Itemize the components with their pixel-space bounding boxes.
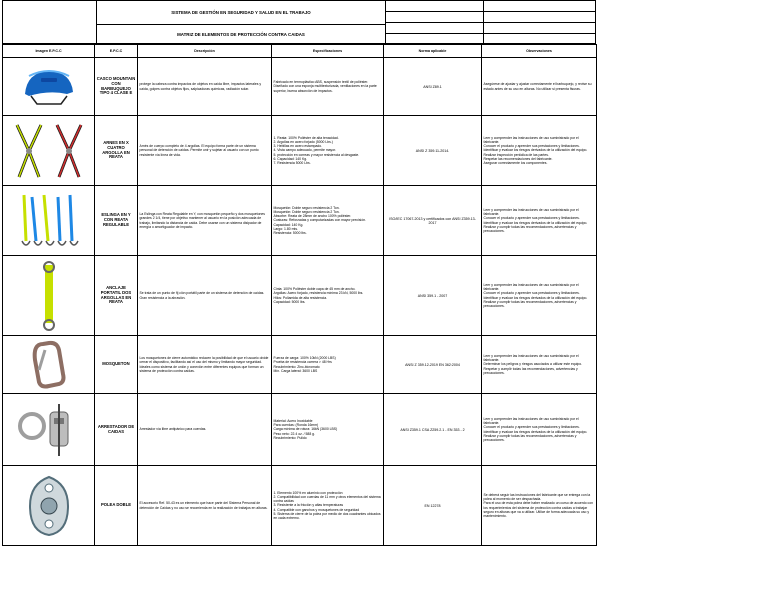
- epcc-name: ARRESTADOR DE CAIDAS: [95, 394, 138, 466]
- observations-text: Leer y comprender las instrucciones de uso suministrado por el fabricante. Conocer el producto y aprender sus prestaciones y limitaciones. Identificar y evaluar los riesgos derivados de la utilización del equipo. Realizar inspección periódica de las partes. Respetar las recomendaciones del fabricante. Asegurar correctamente los componentes.: [482, 116, 597, 186]
- standard-text: ISO/IEC 17067-2013 y certificados con ANSI Z359.13-2017: [384, 186, 482, 256]
- standard-text: ANSI Z359.1 CSA Z259.2.1 - EN 353 - 2: [384, 394, 482, 466]
- observations-text: Leer y comprender las instrucciones de uso suministrado por el fabricante. Conocer el producto y aprender sus prestaciones y limitaciones. Identificar y evaluar los riesgos derivados de la utilización del equipo. Realizar y cumplir todas las recomendaciones, advertencias y precauciones.: [482, 394, 597, 466]
- table-row: [3, 466, 597, 546]
- standard-text: ANSI Z 359.11-2014.: [384, 116, 482, 186]
- epcc-name: ESLINGA EN Y CON REATA REGULABLE: [95, 186, 138, 256]
- table-row: [3, 336, 597, 394]
- observations-text: Se deberá seguir las instrucciones del fabricante que se entrega con la polea al momento de ser despachada. Para el uso de esta polea debe haber realizado un curso de acuerdo con los requerimientos del sistema de protección contra caídas a trabajar seguro en alturas que va a utilizar. Utilice de forma adecuada su uso y mantenimiento.: [482, 466, 597, 546]
- table-row: [3, 58, 597, 116]
- image-cell: [3, 58, 95, 116]
- document-header: [2, 0, 596, 44]
- page-value-cell: [483, 33, 596, 44]
- table-row: [3, 116, 597, 186]
- specifications-text: 1. Reata: 100% Poliéster de alta tenacidad. 2. Argollas en acero forjado (5000 Lbs.) 3. Hebillas en acero estampado. 4. Vista campo adecuado, permite mayor. 5. protección en correas y mayor resistencia al desgaste. 6. Capacidad: 140 Kg. 7. Resistencia 5000 Lbs.: [272, 116, 384, 186]
- description-text: Arrestador vía libre antipánico para cuerdas.: [138, 394, 272, 466]
- column-header-image: Imagen E.P.C.C: [3, 45, 95, 58]
- rope-grab-icon: [14, 400, 84, 460]
- specifications-text: Fabricado en termoplástico ABS, suspensión textil de poliéster. Diseñado con una esponja multitexturizada, ventilaciones en la parte superior, buena absorción de impactos.: [272, 58, 384, 116]
- table-row: [3, 394, 597, 466]
- standard-text: ANSI Z 359.12-2019 EN 362:2004: [384, 336, 482, 394]
- table-header-row: [3, 45, 597, 58]
- image-cell: [3, 466, 95, 546]
- description-text: protege la cabeza contra impactos de objetos en caída libre, impactos laterales y caída, golpes contra objetos fijos, salpicaduras químicas, radiación solar.: [138, 58, 272, 116]
- observations-text: Leer y comprender las instrucciones de uso suministrado por el fabricante. Conocer el producto y aprender sus prestaciones y limitaciones. Identificar y evaluar los riesgos derivados de la utilización del equipo. Realizar y cumplir todas las recomendaciones, advertencias y precauciones.: [482, 256, 597, 336]
- system-title: SISTEMA DE GESTIÓN EN SEGURIDAD Y SALUD EN EL TRABAJO: [96, 0, 386, 25]
- image-cell: [3, 116, 95, 186]
- table-row: [3, 186, 597, 256]
- lanyard-icon: [14, 191, 84, 251]
- standard-text: ANSI Z89.1: [384, 58, 482, 116]
- epcc-name: POLEA DOBLE: [95, 466, 138, 546]
- pulley-icon: [24, 474, 74, 538]
- description-text: Los mosquetones de cierre automático reducen la posibilidad de que el usuario olvide cerrar el dispositivo, facilitando así el uso del mismo y limitando mayor seguridad. Ideales como sistema de unión y conexión entre diferentes equipos que forman un sistema de protección contra caídas.: [138, 336, 272, 394]
- epcc-name: MOSQUETON: [95, 336, 138, 394]
- harness-icon: [9, 121, 89, 181]
- description-text: El accesorio Ref. 50-43 es un elemento que hace parte del Sistema Personal de detención de Caídas y no uso se recomienda en la realización de trabajos en alturas.: [138, 466, 272, 546]
- matrix-title: MATRIZ DE ELEMENTOS DE PROTECCIÓN CONTRA CAIDAS: [96, 24, 386, 44]
- standard-text: EN 12278: [384, 466, 482, 546]
- observations-text: Asegúrese de ajustar y ajustar correctamente el barbuquejo, y revise su estado antes de su uso en alturas. No utilizar si presenta fisuras.: [482, 58, 597, 116]
- standard-text: ANSI 359.1 - 2007: [384, 256, 482, 336]
- anchor-strap-icon: [29, 261, 69, 331]
- specifications-text: Fuerza de carga: 100% 10kN (2000 LBS) Prueba de resistencia carrera > 48 Hrs Recubrimiento: Zinc-bicromato Mín. Carga lateral: 3600 LBS: [272, 336, 384, 394]
- image-cell: [3, 336, 95, 394]
- logo-cell: [2, 0, 97, 44]
- page-cell: [385, 33, 484, 44]
- column-header-epcc: E.P.C.C: [95, 45, 138, 58]
- specifications-text: 1. Elemento 100% en aluminio con protección 2. Compatibilidad con cuerdas de 11 mm y otros elementos del sistema contra caídas 3. Resistente a la fricción y altas temperaturas 4. Compatible con ganchos y mosquetones de seguridad 5. Sistema de cierre de la polea por medio de dos cuadrantes ubicados en cada extremo.: [272, 466, 384, 546]
- carabiner-icon: [29, 340, 69, 390]
- column-header-description: Descripción: [138, 45, 272, 58]
- observations-text: Leer y comprender las instrucciones de uso suministrado por el fabricante. Determinar los peligros y riesgos asociados a utilizar este equipo. Respetar y cumplir todas las recomendaciones, advertencias y precauciones.: [482, 336, 597, 394]
- column-header-standard: Norma aplicable: [384, 45, 482, 58]
- specifications-text: Material: Acero Inoxidable Para cuerdas: (Ronda 16mm) Carga mínima de rotura: 16kN (3600 LBS) Peso neto: 22.4 oz. / 588 g. Recubrimiento: Pulido: [272, 394, 384, 466]
- description-text: La Eslinga con Reata Regulable en Y, con mosquetón pequeño y dos mosquetones grandes 2 1/4, tiene por objetivo mantener al usuario en la posición adecuada de trabajo, limitando la distancia de caída. Debe usarse con un sistema disipador de energía o amortiguador de impacto.: [138, 186, 272, 256]
- specifications-text: Cinta: 100% Poliéster doble capa de 45 mm de ancho. Argollas: Acero forjado, resistencia mínima 23 kN, 5000 lbs. Hilos: Poliamida de alta resistencia. Capacidad: 5000 lbs.: [272, 256, 384, 336]
- column-header-specifications: Especificaciones: [272, 45, 384, 58]
- image-cell: [3, 394, 95, 466]
- epcc-name: ANCLAJE PORTATIL DOS ARGOLLAS EN REATA: [95, 256, 138, 336]
- column-header-observations: Observaciones: [482, 45, 597, 58]
- description-text: Arnés de cuerpo completo de 4 argollas. El equipo forma parte de un sistema personal de detención de caídas. Permite unir y sujetar al usuario con un punto resistente vía línea de vida.: [138, 116, 272, 186]
- image-cell: [3, 186, 95, 256]
- table-row: [3, 256, 597, 336]
- observations-text: Leer y comprender las instrucciones de uso suministrado por el fabricante. Conocer el producto y aprender sus prestaciones y limitaciones. Identificar y evaluar los riesgos derivados de la utilización del equipo. Realizar y cumplir todas las recomendaciones, advertencias y precauciones.: [482, 186, 597, 256]
- epcc-name: CASCO MOUNTAIN CON BARBUQUEJO TIPO 4 CLASE E: [95, 58, 138, 116]
- epcc-name: ARNES EN X CUATRO ARGOLLA EN REATA: [95, 116, 138, 186]
- helmet-icon: [19, 66, 79, 108]
- fall-protection-matrix-table: [2, 44, 597, 546]
- specifications-text: Mosquetón: Doble seguro resistencia 2 Ton. Mosquetón: Doble seguro resistencia 2 Ton. Absorbe: Reata de 28mm de ancho 100% poliéster. Costuras: Reforzadas y computarizadas con mayor precisión. Capacidad: 140 Kg. Largo: 1.80 mts. Resistencia: 5000 lbs.: [272, 186, 384, 256]
- description-text: Se trata de un punto de fij ción portátil parte de un sistema de detención de caídas. Gran resistencia a la abrasión.: [138, 256, 272, 336]
- image-cell: [3, 256, 95, 336]
